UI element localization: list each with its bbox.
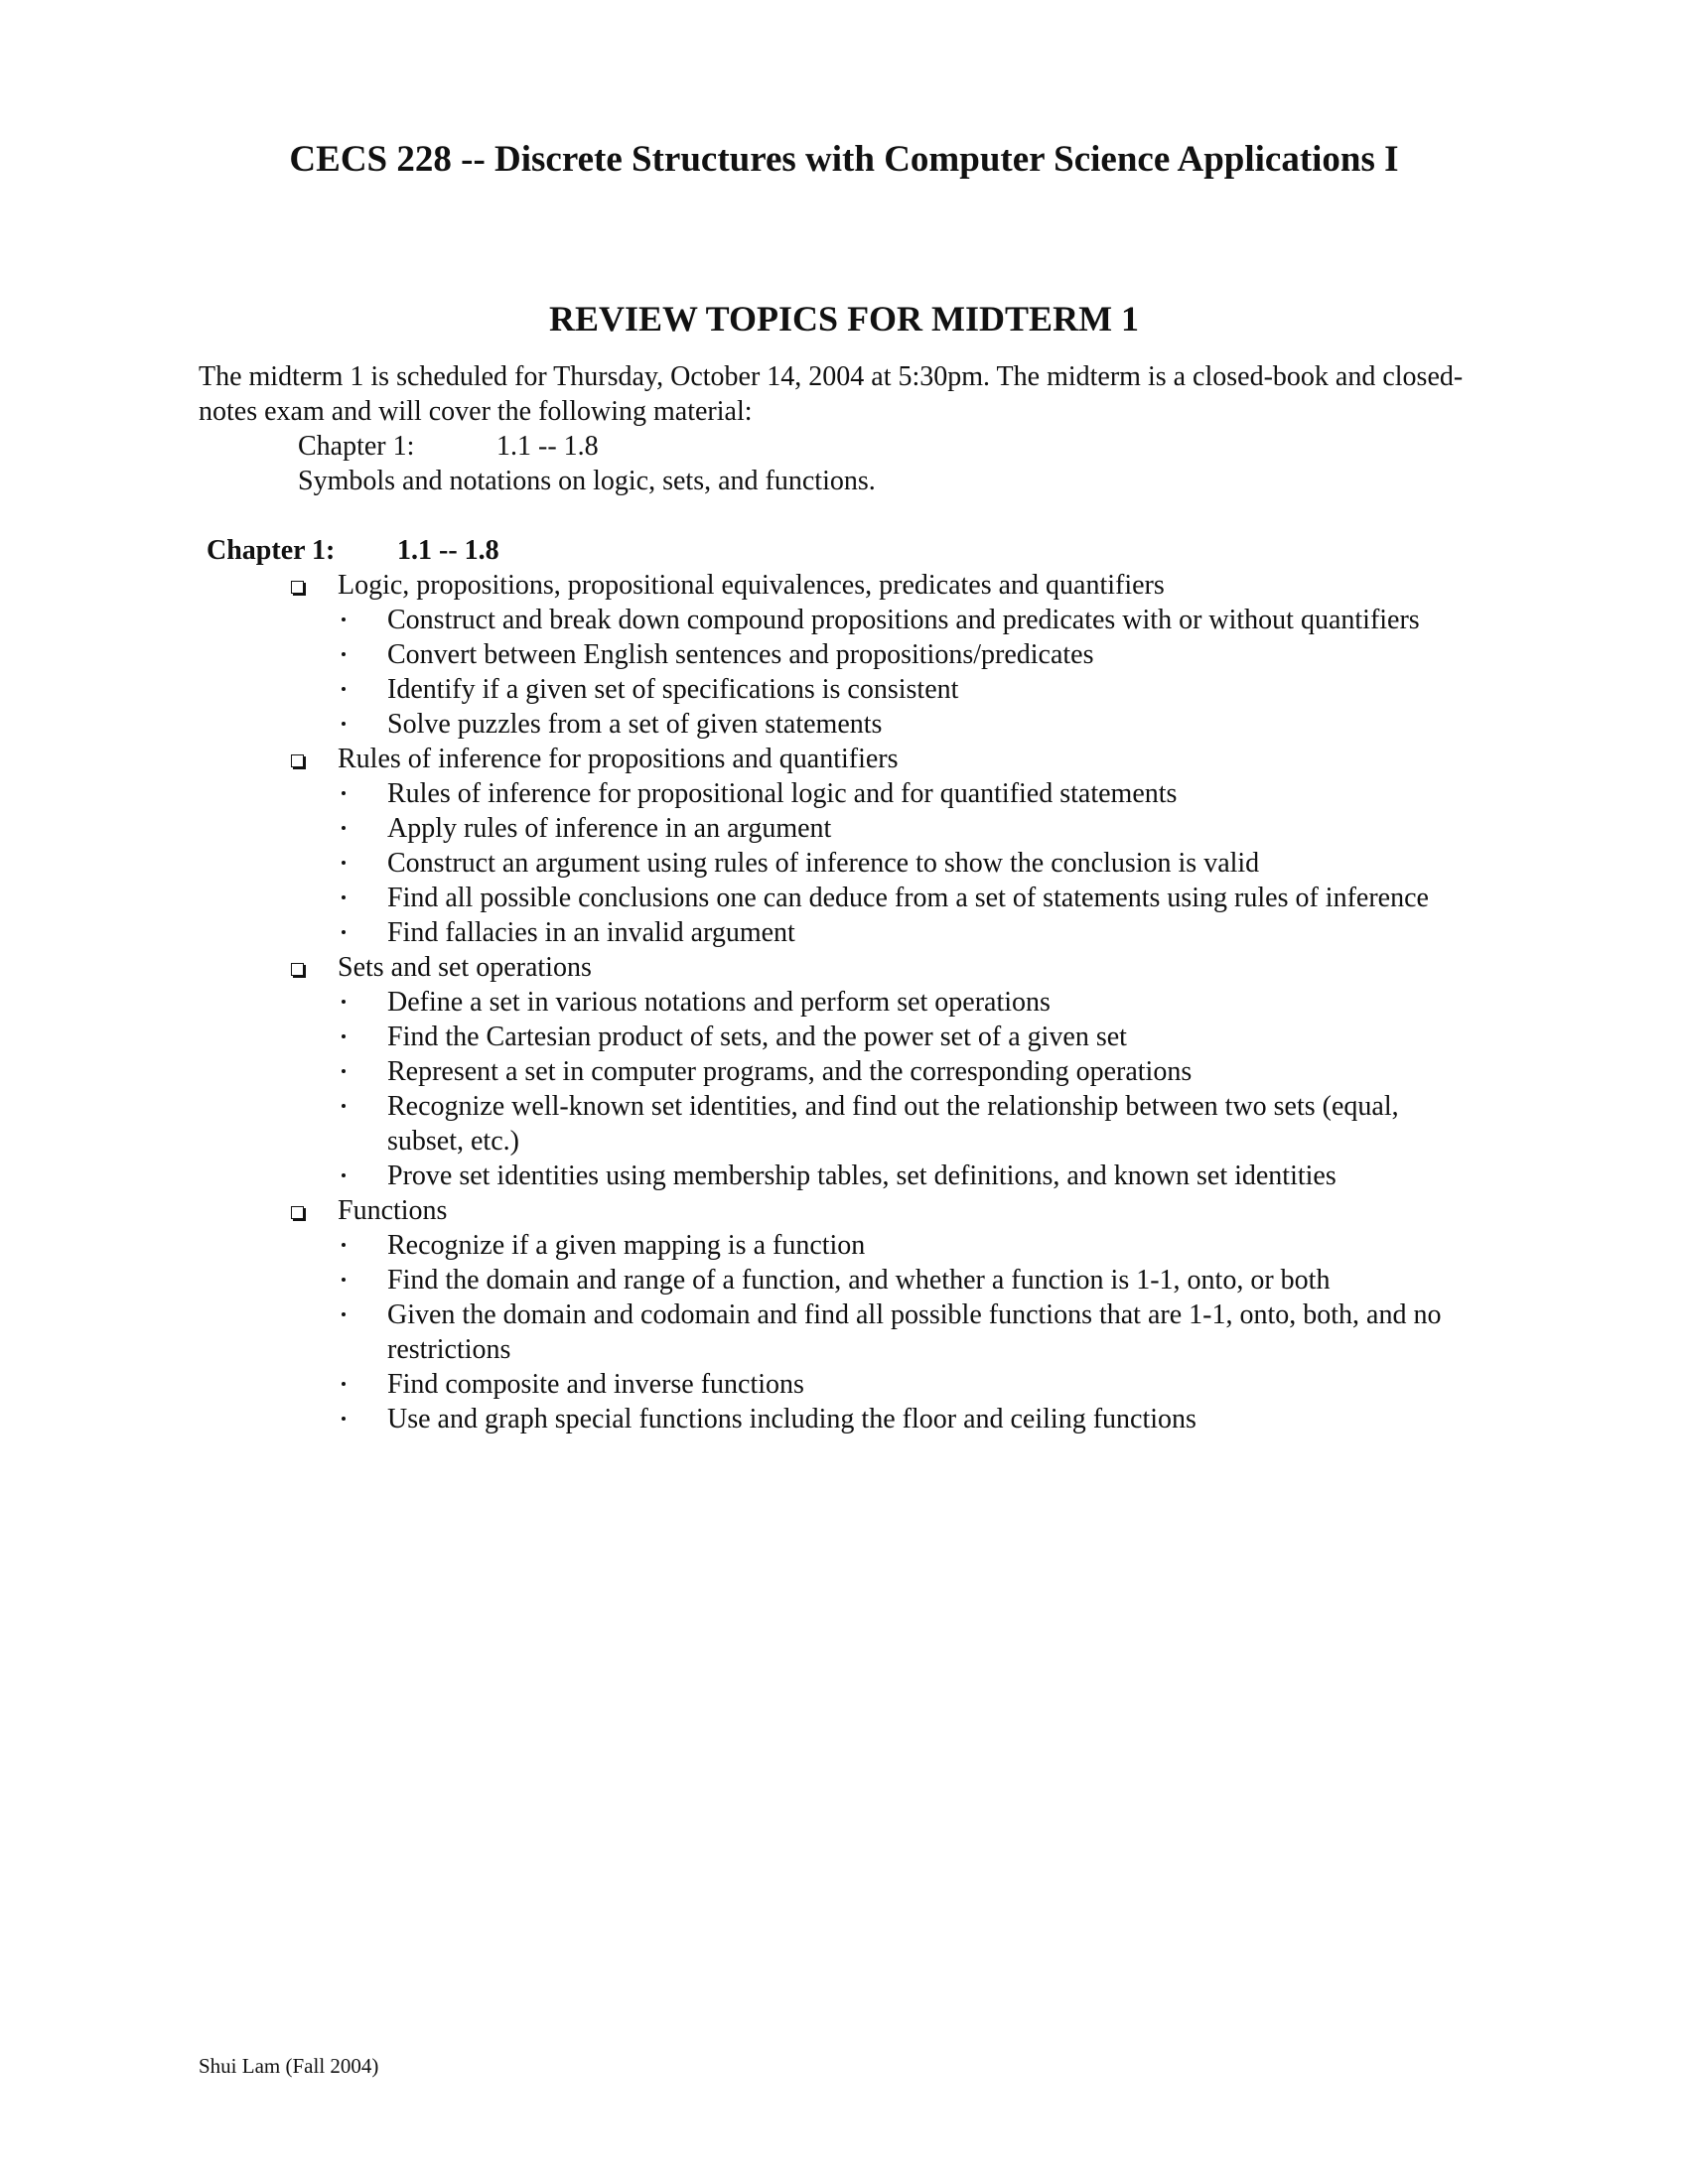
footer-author: Shui Lam (Fall 2004) (199, 2054, 379, 2078)
subtopic-item (199, 1297, 1479, 1367)
topic-list (199, 568, 1479, 1436)
bullet-icon (342, 1069, 346, 1073)
subtopic-item (199, 1402, 1479, 1436)
subtopic-text: Define a set in various notations and perform set operations (387, 987, 1051, 1018)
subtopic-item (199, 915, 1479, 950)
subtopic-item (199, 1263, 1479, 1297)
topic-item (199, 950, 1479, 985)
bullet-icon (342, 1382, 346, 1386)
chapter-heading (199, 533, 1479, 568)
subtopic-item (199, 1054, 1479, 1089)
subtopic-text: Construct and break down compound propositions and predicates with or without quantifiers (387, 605, 1420, 635)
subtopic-item (199, 637, 1479, 672)
subtopic-item (199, 707, 1479, 742)
topic-item (199, 568, 1479, 603)
intro-paragraph: The midterm 1 is scheduled for Thursday, October 14, 2004 at 5:30pm. The midterm is a closed-book and closed-notes exam and will cover the following material: (199, 361, 1464, 427)
coverage-chapter-label: Chapter 1: (298, 431, 415, 462)
subtopic-list (199, 603, 1479, 742)
subtopic-item (199, 1228, 1479, 1263)
subtopic-text: Find fallacies in an invalid argument (387, 917, 795, 948)
document-title: CECS 228 -- Discrete Structures with Computer Science Applications I (289, 139, 1399, 180)
bullet-icon (342, 652, 346, 656)
checkbox-icon (291, 754, 304, 767)
bullet-icon (342, 1278, 346, 1282)
subtopic-text: Identify if a given set of specifications is consistent (387, 674, 959, 705)
bullet-icon (342, 617, 346, 621)
bullet-icon (342, 1243, 346, 1247)
subtopic-item (199, 846, 1479, 881)
subtopic-text: Recognize if a given mapping is a function (387, 1230, 866, 1261)
bullet-icon (342, 895, 346, 899)
intro-section (199, 359, 1479, 498)
subtopic-list (199, 985, 1479, 1193)
coverage-chapter-line (199, 429, 1479, 464)
checkbox-icon (291, 963, 304, 976)
subtopic-text: Find the domain and range of a function, and whether a function is 1-1, onto, or both (387, 1265, 1331, 1296)
subtopic-text: Apply rules of inference in an argument (387, 813, 832, 844)
bullet-icon (342, 1417, 346, 1421)
bullet-icon (342, 1034, 346, 1038)
subtopic-item (199, 1367, 1479, 1402)
bullet-icon (342, 1000, 346, 1004)
subtopic-text: Recognize well-known set identities, and find out the relationship between two sets (equal, subset, etc.) (387, 1091, 1399, 1157)
subtopic-text: Find the Cartesian product of sets, and the power set of a given set (387, 1022, 1127, 1052)
bullet-icon (342, 1312, 346, 1316)
subtopic-item (199, 811, 1479, 846)
bullet-icon (342, 930, 346, 934)
topic-title: Functions (338, 1195, 448, 1226)
subtopic-item (199, 603, 1479, 637)
subtopic-text: Given the domain and codomain and find all possible functions that are 1-1, onto, both, and no restrictions (387, 1299, 1442, 1365)
bullet-icon (342, 791, 346, 795)
checkbox-icon (291, 581, 304, 594)
subtopic-text: Use and graph special functions including the floor and ceiling functions (387, 1404, 1196, 1434)
document-subtitle: REVIEW TOPICS FOR MIDTERM 1 (548, 299, 1140, 339)
chapter-heading-sections: 1.1 -- 1.8 (397, 535, 499, 566)
subtopic-item (199, 672, 1479, 707)
bullet-icon (342, 861, 346, 865)
subtopic-item (199, 881, 1479, 915)
topic-item (199, 742, 1479, 776)
topics-section (199, 533, 1479, 1436)
subtopic-text: Solve puzzles from a set of given statements (387, 709, 883, 740)
chapter-heading-label: Chapter 1: (207, 535, 336, 566)
subtopic-item (199, 985, 1479, 1020)
subtopic-item (199, 1159, 1479, 1193)
coverage-symbols-line: Symbols and notations on logic, sets, and functions. (298, 466, 876, 496)
checkbox-icon (291, 1206, 304, 1219)
topic-title: Logic, propositions, propositional equivalences, predicates and quantifiers (338, 570, 1165, 601)
coverage-chapter-sections: 1.1 -- 1.8 (496, 431, 599, 462)
subtopic-list (199, 776, 1479, 950)
bullet-icon (342, 687, 346, 691)
subtopic-text: Rules of inference for propositional logic and for quantified statements (387, 778, 1178, 809)
subtopic-text: Prove set identities using membership tables, set definitions, and known set identities (387, 1160, 1336, 1191)
topic-title: Sets and set operations (338, 952, 592, 983)
subtopic-item (199, 776, 1479, 811)
bullet-icon (342, 826, 346, 830)
subtopic-list (199, 1228, 1479, 1436)
bullet-icon (342, 1104, 346, 1108)
topic-item (199, 1193, 1479, 1228)
subtopic-text: Represent a set in computer programs, and the corresponding operations (387, 1056, 1193, 1087)
bullet-icon (342, 1173, 346, 1177)
topic-title: Rules of inference for propositions and quantifiers (338, 744, 899, 774)
subtopic-text: Convert between English sentences and propositions/predicates (387, 639, 1094, 670)
bullet-icon (342, 722, 346, 726)
subtopic-item (199, 1020, 1479, 1054)
subtopic-text: Construct an argument using rules of inference to show the conclusion is valid (387, 848, 1260, 879)
subtopic-text: Find all possible conclusions one can deduce from a set of statements using rules of inference (387, 883, 1429, 913)
subtopic-item (199, 1089, 1479, 1159)
subtopic-text: Find composite and inverse functions (387, 1369, 804, 1400)
